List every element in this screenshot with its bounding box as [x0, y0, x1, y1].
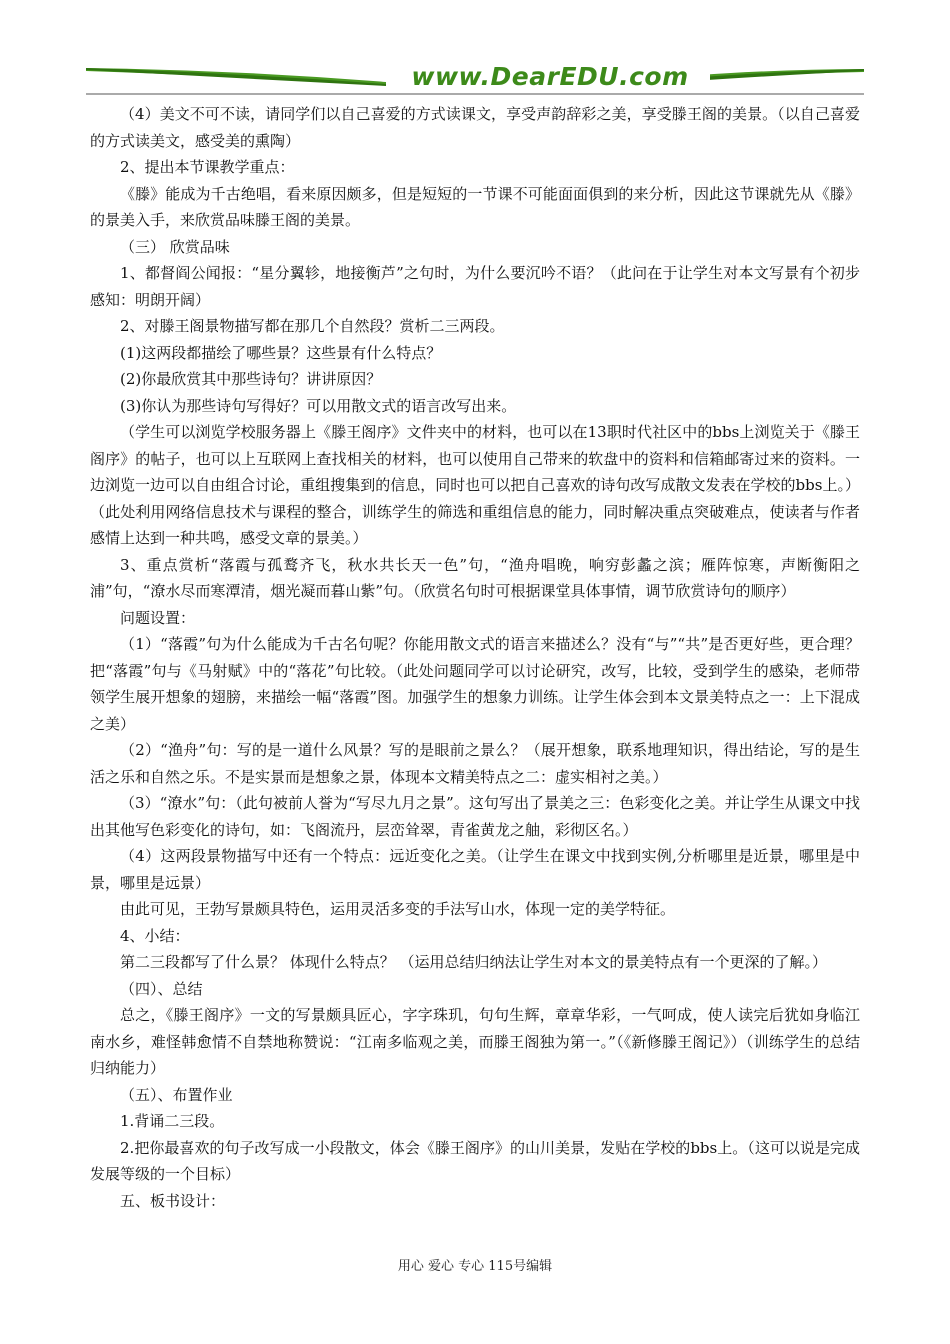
paragraph: 由此可见，王勃写景颇具特色，运用灵活多变的手法写山水，体现一定的美学特征。	[120, 900, 676, 918]
paragraph: (1)这两段都描绘了哪些景？这些景有什么特点？	[120, 343, 442, 362]
page-footer: 用心 爱心 专心 115号编辑	[397, 1259, 553, 1274]
paragraph: （1）“落霞”句为什么能成为千古名句呢？你能用散文式的语言来描述么？没有“与”“共”是否更好些，更合理？把“落霞”句与《马射赋》中的“落花”句比较。（此处问题同学可以讨论研究，改写，比较，受到学生的感染，老师带领学生展开想象的翅膀，来描绘一幅“落霞”图。加强学生的想象力训练。让学生体会到本文景美特点之一：上下混成之美）	[90, 635, 860, 733]
section-heading: （四）、总结	[120, 979, 203, 998]
paragraph: 问题设置：	[120, 608, 196, 627]
paragraph: 2、提出本节课教学重点：	[120, 158, 295, 176]
paragraph: 3、重点赏析“落霞与孤鹜齐飞，秋水共长天一色”句，“渔舟唱晚，响穷彭蠡之滨；雁阵惊寒，声断衡阳之浦”句，“潦水尽而寒潭清，烟光凝而暮山紫”句。（欣赏名句时可根据课堂具体事情，调节欣赏诗句的顺序）	[90, 555, 860, 600]
paragraph: （2）“渔舟”句：写的是一道什么风景？写的是眼前之景么？（展开想象，联系地理知识，得出结论，写的是生活之乐和自然之乐。不是实景而是想象之景，体现本文精美特点之二：虚实相衬之美。）	[90, 741, 860, 786]
lesson-body	[90, 101, 860, 1214]
section-heading: （三） 欣赏品味	[120, 237, 230, 256]
section-heading: （五）、布置作业	[120, 1085, 233, 1104]
paragraph: （4）这两段景物描写中还有一个特点：远近变化之美。（让学生在课文中找到实例,分析哪里是近景，哪里是中景，哪里是远景）	[90, 847, 860, 892]
paragraph: （4）美文不可不读，请同学们以自己喜爱的方式读课文，享受声韵辞彩之美，享受滕王阁的美景。（以自己喜爱的方式读美文，感受美的熏陶）	[90, 105, 860, 150]
site-logo-text: www.DearEDU.com	[390, 62, 710, 92]
paragraph: 2、对滕王阁景物描写都在那几个自然段？赏析二三两段。	[120, 317, 505, 335]
paragraph: 1、都督阎公闻报：“星分翼轸，地接衡芦”之句时，为什么要沉吟不语？（此问在于让学生对本文写景有个初步感知：明朗开阔）	[90, 264, 860, 309]
paragraph: 1.背诵二三段。	[120, 1112, 225, 1130]
paragraph: （学生可以浏览学校服务器上《滕王阁序》文件夹中的材料，也可以在13职时代社区中的bbs上浏览关于《滕王阁序》的帖子，也可以上互联网上查找相关的材料，也可以使用自己带来的软盘中的资料和信箱邮寄过来的资料。一边浏览一边可以自由组合讨论，重组搜集到的信息，同时也可以把自己喜欢的诗句改写成散文发表在学校的bbs上。）（此处利用网络信息技术与课程的整合，训练学生的筛选和重组信息的能力，同时解决重点突破难点，使读者与作者感情上达到一种共鸣，感受文章的景美。）	[90, 423, 860, 547]
paragraph: (2)你最欣赏其中那些诗句？讲讲原因？	[120, 370, 382, 388]
paragraph: 2.把你最喜欢的句子改写成一小段散文，体会《滕王阁序》的山川美景，发贴在学校的bbs上。（这可以说是完成发展等级的一个目标）	[90, 1138, 860, 1183]
section-heading: 五、板书设计：	[120, 1191, 226, 1210]
paragraph: 《滕》能成为千古绝唱，看来原因颇多，但是短短的一节课不可能面面俱到的来分析，因此这节课就先从《滕》的景美入手，来欣赏品味滕王阁的美景。	[90, 184, 860, 229]
paragraph: 第二三段都写了什么景？ 体现什么特点？ （运用总结归纳法让学生对本文的景美特点有一个更深的了解。）	[120, 953, 828, 971]
page-header	[86, 60, 864, 96]
paragraph: (3)你认为那些诗句写得好？可以用散文式的语言改写出来。	[120, 396, 517, 415]
paragraph: （3）“潦水”句：（此句被前人誉为“写尽九月之景”。这句写出了景美之三：色彩变化之美。并让学生从课文中找出其他写色彩变化的诗句，如：飞阁流丹，层峦耸翠，青雀黄龙之舳，彩彻区名。）	[90, 794, 860, 839]
paragraph: 4、小结：	[120, 926, 190, 945]
paragraph: 总之，《滕王阁序》一文的写景颇具匠心，字字珠玑，句句生辉，章章华彩，一气呵成，使人读完后犹如身临江南水乡，难怪韩愈情不自禁地称赞说：“江南多临观之美，而滕王阁独为第一。”（《新修滕王阁记》）（训练学生的总结归纳能力）	[90, 1006, 860, 1077]
